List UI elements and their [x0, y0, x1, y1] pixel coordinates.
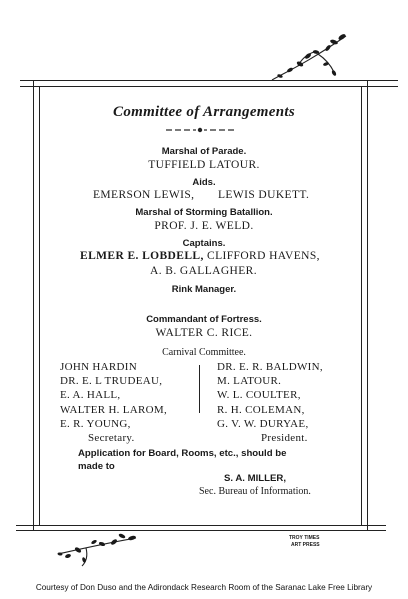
committee-left-member: E. R. YOUNG,: [60, 417, 131, 430]
floral-ornament-top-icon: [268, 28, 350, 84]
application-line-2: made to: [78, 461, 115, 472]
carnival-heading: Carnival Committee.: [162, 347, 246, 358]
committee-right-member: W. L. COULTER,: [217, 389, 301, 402]
printer-mark-line-1: TROY TIMES: [289, 535, 320, 541]
frame-top-rule-inner: [20, 86, 398, 87]
secretary-label: Secretary.: [88, 431, 135, 444]
committee-left-member: E. A. HALL,: [60, 389, 121, 402]
committee-right-member: DR. E. R. BALDWIN,: [217, 361, 323, 373]
fortress-name: WALTER C. RICE.: [155, 327, 253, 339]
frame-top-rule-outer: [20, 80, 398, 81]
committee-right-column: [217, 360, 323, 445]
printer-mark-line-2: ART PRESS: [291, 542, 320, 548]
storming-name: PROF. J. E. WELD.: [154, 220, 254, 232]
captains-heading: Captains.: [182, 238, 226, 249]
committee-left-column: [60, 360, 167, 445]
contact-name: S. A. MILLER,: [224, 473, 287, 484]
title-ornament-rule-icon: [166, 127, 234, 133]
committee-divider: [199, 365, 200, 413]
marshal-name: TUFFIELD LATOUR.: [148, 159, 260, 171]
aid-name-right: LEWIS DUKETT.: [218, 189, 310, 201]
rink-heading: Rink Manager.: [171, 284, 237, 295]
storming-heading: Marshal of Storming Batallion.: [135, 207, 273, 218]
president-label: President.: [261, 431, 308, 444]
aids-heading: Aids.: [192, 177, 216, 188]
frame-bottom-rule-inner: [16, 525, 386, 526]
frame-bottom-rule-outer: [16, 530, 386, 531]
aid-name-left: EMERSON LEWIS,: [93, 189, 195, 201]
application-line-1: Application for Board, Rooms, etc., should be: [78, 448, 287, 459]
committee-right-member: G. V. W. DURYAE,: [217, 417, 309, 430]
floral-ornament-bottom-icon: [56, 532, 138, 568]
committee-right-member: M. LATOUR.: [217, 375, 282, 388]
fortress-heading: Commandant of Fortress.: [146, 314, 262, 325]
captain-name-2: CLIFFORD HAVENS,: [207, 250, 320, 262]
source-credit: Courtesy of Don Duso and the Adirondack Research Room of the Saranac Lake Free Library: [35, 583, 373, 592]
committee-left-member: DR. E. L TRUDEAU,: [60, 375, 163, 388]
contact-title: Sec. Bureau of Information.: [199, 486, 311, 497]
card-title: Committee of Arrangements: [113, 104, 295, 120]
printer-mark: [289, 535, 320, 549]
captain-name-3: A. B. GALLAGHER.: [150, 265, 258, 277]
committee-left-member: WALTER H. LAROM,: [60, 403, 168, 416]
marshal-heading: Marshal of Parade.: [161, 146, 247, 157]
committee-right-member: R. H. COLEMAN,: [217, 403, 305, 416]
captain-name-1: ELMER E. LOBDELL,: [80, 250, 204, 262]
committee-left-member: JOHN HARDIN: [60, 361, 137, 373]
